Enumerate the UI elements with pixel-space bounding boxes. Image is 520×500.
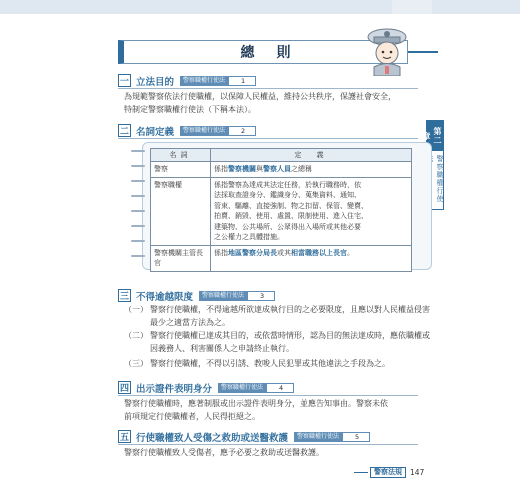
section-divider — [118, 138, 418, 139]
section-divider — [118, 395, 418, 396]
section-title: 行使職權致人受傷之救助或送醫救護 — [136, 432, 289, 444]
law-article-tag — [294, 432, 370, 442]
chapter-title: 總則 — [240, 45, 313, 61]
definition-cell: 係指警察機關與警察人員之總稱 — [211, 162, 412, 178]
section-title: 立法目的 — [136, 76, 175, 88]
table-header-row — [151, 149, 412, 162]
law-article-tag — [180, 76, 256, 86]
footer-rule — [354, 472, 368, 473]
section-header-5 — [118, 430, 370, 443]
law-article-tag — [180, 126, 256, 136]
body-line: 前項規定行使職權者，人民得拒絕之。 — [124, 411, 260, 421]
section-header-1 — [118, 74, 256, 87]
item-text: 警察行使職權，不得逾越所欲達成執行目的之必要限度，且應以對人民權益侵害最少之適當方法為之。 — [150, 305, 430, 327]
section-body-4 — [124, 398, 434, 423]
body-line: 特制定警察職權行使法（下稱本法）。 — [124, 104, 256, 114]
item-marker: （三） — [124, 359, 148, 368]
body-line: 警察行使職權時，應著制服或出示證件表明身分，並應告知事由。警察未依 — [124, 399, 388, 408]
law-name: 警察職權行使法 — [180, 76, 228, 86]
table-row — [151, 177, 412, 245]
law-name: 警察職權行使法 — [199, 291, 247, 301]
term-cell: 警察職權 — [151, 177, 211, 245]
definition-table — [150, 148, 412, 272]
definition-line: 法採取查證身分、鑑識身分、蒐集資料、通知、 — [214, 191, 361, 199]
law-name: 警察職權行使法 — [180, 126, 228, 136]
section-body-5 — [124, 447, 434, 460]
section-number: 二 — [118, 124, 131, 137]
item-text: 警察行使職權已達成其目的，或依當時情形，認為目的無法達成時，應依職權或因義務人、利害關係人之申請終止執行。 — [150, 331, 430, 353]
law-name: 警察職權行使法 — [218, 383, 266, 393]
footer-book-name: 警察法規 — [370, 467, 406, 478]
header-term: 名詞 — [151, 149, 211, 162]
section-number: 四 — [118, 381, 131, 394]
table-row — [151, 245, 412, 271]
definition-line: 拍賣、銷毀、使用、處置、限制使用、進入住宅、 — [214, 212, 368, 220]
section-divider — [118, 88, 418, 89]
highlight-text: 警察機關 — [228, 165, 256, 173]
item-text: 警察行使職權，不得以引誘、教唆人民犯罪或其他違法之手段為之。 — [150, 359, 390, 368]
page-number: 147 — [410, 468, 425, 477]
list-item — [124, 358, 434, 371]
article-number: 4 — [266, 383, 294, 393]
table-row — [151, 162, 412, 178]
section-header-4 — [118, 381, 294, 394]
list-item — [124, 330, 434, 355]
header-definition: 定 義 — [211, 149, 412, 162]
section-number: 三 — [118, 289, 131, 302]
highlight-text: 警察人員 — [263, 165, 291, 173]
article-number: 5 — [342, 432, 370, 442]
section-header-2 — [118, 124, 256, 137]
body-line: 警察行使職權致人受傷者，應予必要之救助或送醫救護。 — [124, 448, 324, 457]
side-tab-chapter: 第二章 — [427, 121, 443, 151]
definition-line: 之公權力之具體措施。 — [214, 233, 284, 241]
section-number: 一 — [118, 74, 131, 87]
section-header-3 — [118, 289, 275, 302]
section-number: 五 — [118, 430, 131, 443]
law-article-tag — [199, 291, 275, 301]
definition-line: 係指警察為達成其法定任務，於執行職務時，依 — [214, 180, 361, 189]
side-tab-subject: 警察職權行使 — [436, 155, 444, 204]
section-title: 名詞定義 — [136, 126, 175, 138]
item-marker: （二） — [124, 331, 148, 340]
body-line: 為規範警察依法行使職權，以保障人民權益，維持公共秩序，保護社會安全， — [124, 92, 396, 101]
binder-rings — [131, 150, 145, 268]
police-mascot-icon — [360, 22, 414, 76]
section-divider — [118, 444, 418, 445]
top-band — [0, 0, 520, 14]
article-number: 3 — [247, 291, 275, 301]
term-cell: 警察機關主管長官 — [151, 245, 211, 271]
section-title: 不得逾越限度 — [136, 291, 194, 303]
section-body-1 — [124, 91, 434, 116]
item-marker: （一） — [124, 305, 148, 314]
law-name: 警察職權行使法 — [294, 432, 342, 442]
definition-cell — [211, 177, 412, 245]
highlight-text: 地區警察分局長 — [228, 248, 277, 257]
law-article-tag — [218, 383, 294, 393]
article-number: 2 — [228, 126, 256, 136]
highlight-text: 相當職務以上長官 — [291, 248, 347, 257]
term-cell: 警察 — [151, 162, 211, 178]
definition-cell: 係指地區警察分局長或其相當職務以上長官。 — [211, 245, 412, 271]
section-title: 出示證件表明身分 — [136, 383, 213, 395]
page-footer — [354, 467, 424, 478]
list-item — [124, 304, 434, 329]
definition-line: 建築物、公共場所、公眾得出入場所或其他必要 — [214, 222, 361, 231]
definition-line: 管束、驅離、直接強制、物之扣留、保管、變賣、 — [214, 201, 368, 210]
article-number: 1 — [228, 76, 256, 86]
